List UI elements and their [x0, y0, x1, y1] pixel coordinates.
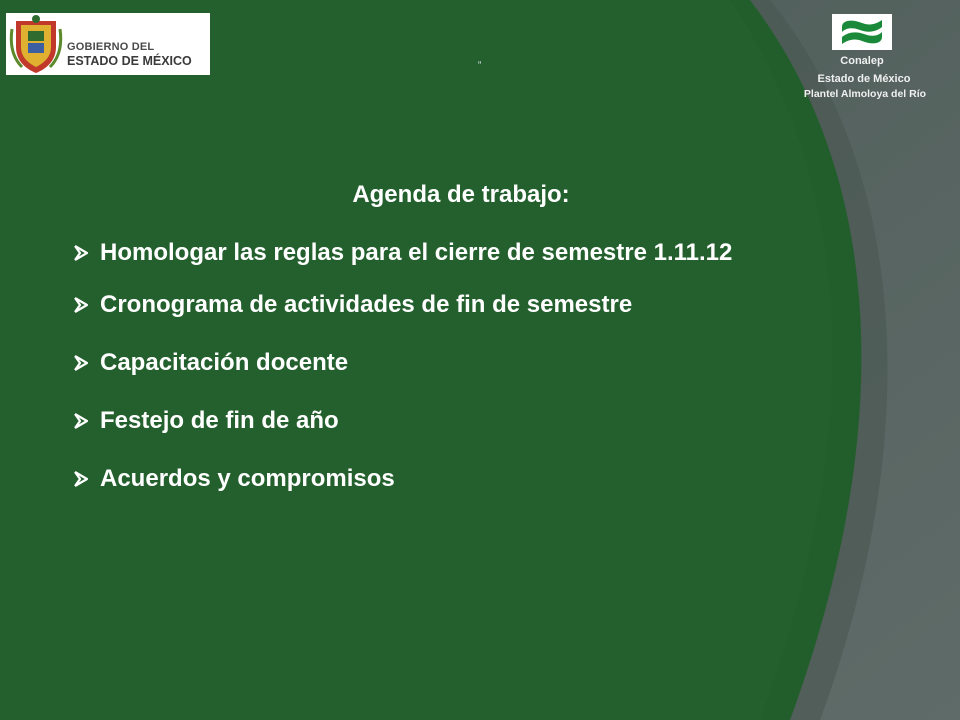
gov-logo-line1: GOBIERNO DEL [67, 41, 155, 53]
agenda-item-label: Cronograma de actividades de fin de semestre [100, 291, 633, 318]
arrow-bullet-icon [70, 238, 94, 268]
agenda-item [70, 406, 890, 436]
conalep-state: Estado de México [817, 73, 911, 85]
agenda-item-label: Homologar las reglas para el cierre de semestre 1.11.12 [100, 239, 733, 266]
agenda-item [70, 464, 890, 494]
arrow-bullet-icon [70, 348, 94, 378]
conalep-icon [832, 14, 892, 50]
gobierno-estado-mexico-logo [6, 13, 210, 75]
arrow-bullet-icon [70, 406, 94, 436]
agenda-item-label: Acuerdos y compromisos [100, 465, 395, 492]
agenda-item-label: Festejo de fin de año [100, 407, 339, 434]
conalep-name: Conalep [840, 55, 884, 67]
arrow-bullet-icon [70, 290, 94, 320]
agenda-item-label: Capacitación docente [100, 349, 349, 376]
gov-logo-line2: ESTADO DE MÉXICO [67, 54, 192, 68]
conalep-logo [832, 14, 892, 50]
coat-of-arms-icon [8, 13, 64, 75]
arrow-bullet-icon [70, 464, 94, 494]
agenda-title: Agenda de trabajo: [352, 181, 570, 208]
agenda-item [70, 238, 890, 268]
agenda-item [70, 348, 890, 378]
agenda-item [70, 290, 890, 320]
quote-mark: “ [478, 60, 482, 71]
agenda-list [70, 238, 890, 522]
conalep-campus: Plantel Almoloya del Río [803, 88, 927, 100]
